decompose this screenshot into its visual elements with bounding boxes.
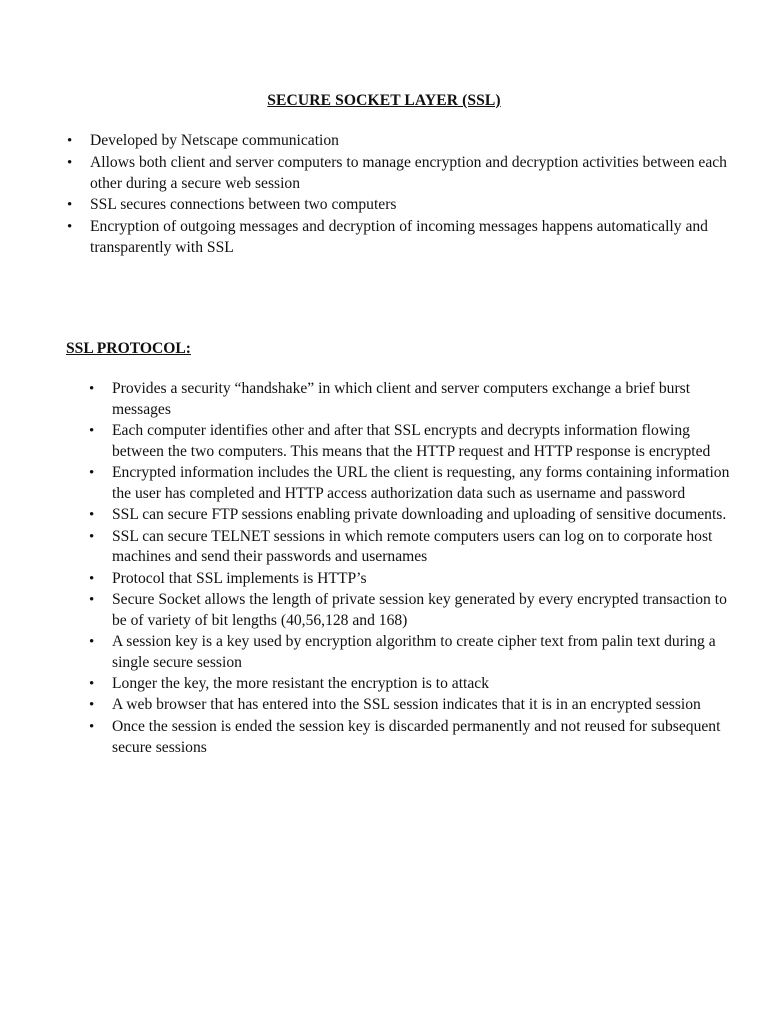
list-item [89, 674, 730, 695]
bullet-text: Longer the key, the more resistant the encryption is to attack [112, 675, 490, 693]
bullet-icon: • [89, 718, 95, 735]
bullet-icon: • [67, 219, 73, 236]
bullet-icon: • [89, 423, 95, 440]
list-item [89, 717, 730, 759]
list-item [67, 131, 730, 152]
bullet-text: Encrypted information includes the URL the client is requesting, any forms containing information the user has completed and HTTP access authorization data such as username and password [112, 464, 730, 502]
bullet-icon: • [89, 381, 95, 397]
bullet-text: Encryption of outgoing messages and decryption of incoming messages happens automatically and transparently with SSL [90, 218, 708, 256]
list-item [89, 421, 730, 463]
intro-bullet-list [67, 131, 730, 260]
list-item [89, 695, 730, 716]
bullet-text: Protocol that SSL implements is HTTP’s [112, 569, 367, 587]
bullet-icon: • [67, 197, 73, 214]
list-item [89, 379, 730, 421]
list-item [67, 153, 730, 195]
bullet-icon: • [89, 591, 95, 608]
bullet-icon: • [89, 676, 95, 693]
list-item [89, 505, 730, 526]
bullet-text: A web browser that has entered into the SSL session indicates that it is in an encrypted session [112, 696, 701, 714]
bullet-icon: • [89, 570, 95, 587]
bullet-text: SSL can secure FTP sessions enabling private downloading and uploading of sensitive documents. [112, 506, 727, 524]
document-title: SECURE SOCKET LAYER (SSL) [267, 92, 501, 109]
list-item [67, 195, 730, 216]
bullet-icon: • [89, 634, 95, 651]
bullet-icon: • [89, 697, 95, 714]
list-item [89, 569, 730, 590]
list-item [89, 463, 730, 505]
section-heading: SSL PROTOCOL: [66, 340, 191, 357]
bullet-text: Secure Socket allows the length of private session key generated by every encrypted transaction to be of variety of bit lengths (40,56,128 and 168) [112, 590, 727, 629]
bullet-icon: • [89, 528, 95, 545]
bullet-text: Once the session is ended the session key is discarded permanently and not reused for subsequent secure sessions [112, 717, 721, 756]
protocol-bullet-list [89, 379, 730, 759]
bullet-icon: • [89, 507, 95, 524]
bullet-text: SSL can secure TELNET sessions in which remote computers users can log on to corporate host machines and send their passwords and usernames [112, 527, 713, 566]
bullet-text: Provides a security “handshake” in which client and server computers exchange a brief burst messages [112, 380, 691, 418]
bullet-text: Each computer identifies other and after that SSL encrypts and decrypts information flowing between the two computers. This means that the HTTP request and HTTP response is encrypted [112, 422, 711, 460]
bullet-icon: • [89, 465, 95, 482]
bullet-text: Developed by Netscape communication [90, 132, 339, 149]
bullet-icon: • [67, 154, 73, 171]
list-item [89, 632, 730, 674]
bullet-text: SSL secures connections between two computers [90, 196, 397, 214]
bullet-text: A session key is a key used by encryption algorithm to create cipher text from palin text during a single secure session [112, 633, 716, 671]
list-item [89, 590, 730, 632]
bullet-icon: • [67, 133, 73, 149]
list-item [89, 527, 730, 569]
list-item [67, 217, 730, 259]
bullet-text: Allows both client and server computers to manage encryption and decryption activities between each other during a secure web session [90, 153, 727, 192]
